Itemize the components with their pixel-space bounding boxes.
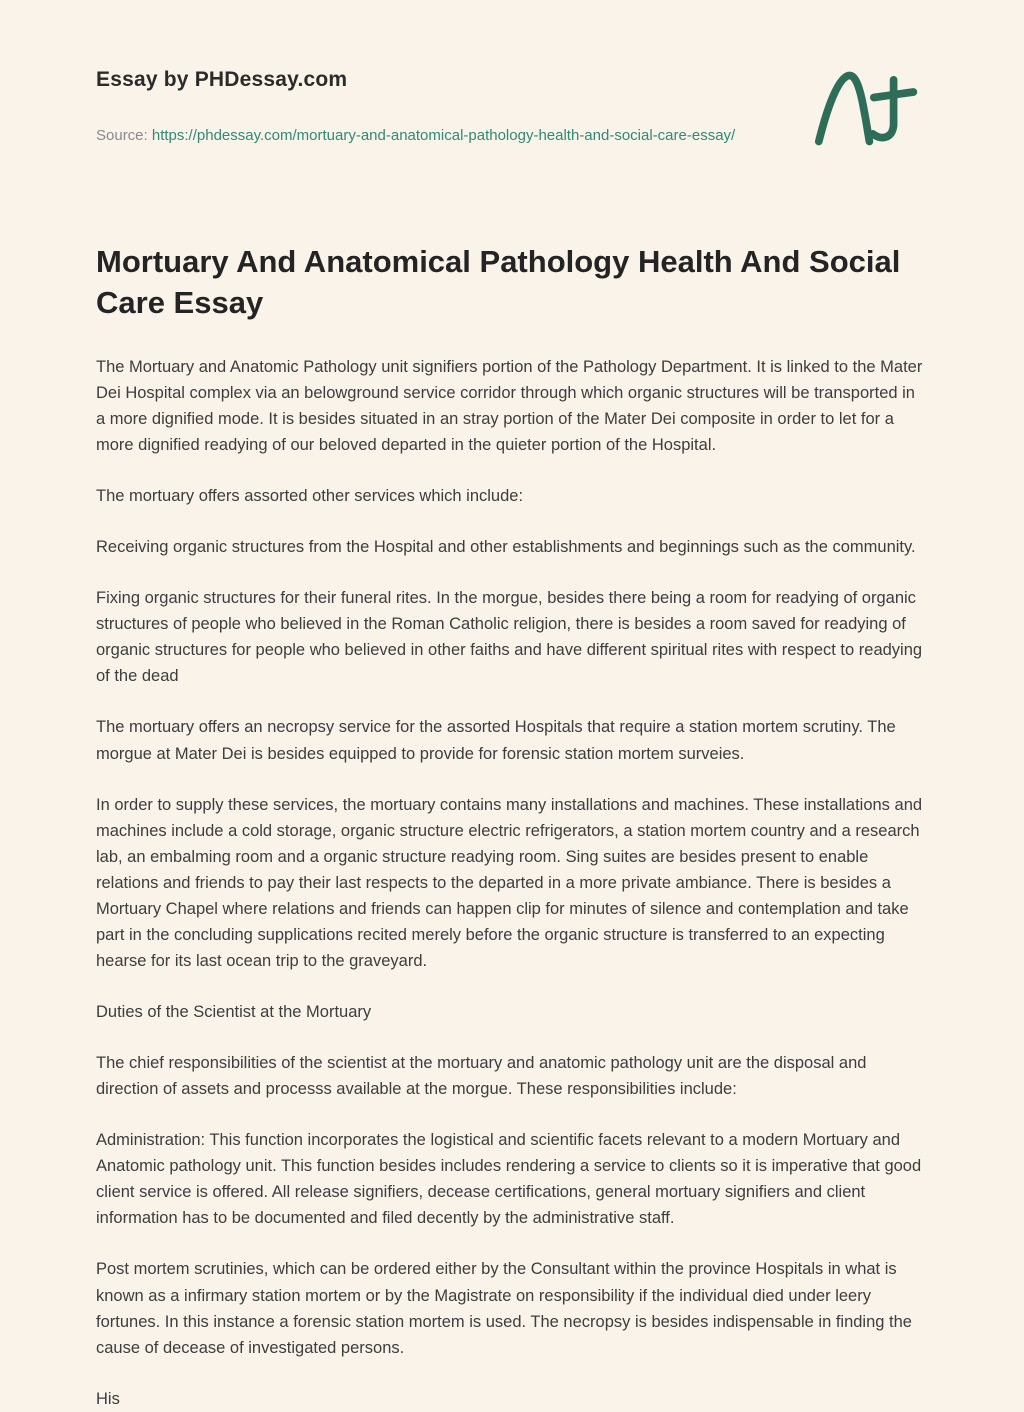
essay-paragraph: Receiving organic structures from the Hospital and other establishments and beginnings such as the community. <box>96 538 916 557</box>
essay-paragraph: Post mortem scrutinies, which can be ordered either by the Consultant within the province Hospitals in what is known as a infirmary station mortem or by the Magistrate on responsibility if the individual died under leery fortunes. In this instance a forensic station mortem is used. The necropsy is besides indispensable in finding the cause of decease of investigated persons. <box>96 1260 912 1357</box>
source-label: Source: <box>96 127 148 144</box>
essay-section-heading: Duties of the Scientist at the Mortuary <box>96 1003 372 1021</box>
phdessay-logo-icon <box>810 64 920 164</box>
essay-paragraph: Administration: This function incorporates the logistical and scientific facets relevant to a modern Mortuary and Anatomic pathology unit. This function besides includes rendering a service to clients so it is imperative that good client service is offered. All release signifiers, decease certifications, general mortuary signifiers and client information has to be documented and filed decently by the administrative staff. <box>96 1131 922 1228</box>
byline: Essay by PHDessay.com <box>96 68 348 91</box>
essay-paragraph: The Mortuary and Anatomic Pathology unit signifiers portion of the Pathology Department. It is linked to the Mater Dei Hospital complex via an belowground service corridor through which organic structures will be transported in a more dignified mode. It is besides situated in an stray portion of the Mater Dei composite in order to let for a more dignified readying of our beloved departed in the quieter portion of the Hospital. <box>96 357 923 454</box>
essay-paragraph-truncated: His <box>96 1389 120 1408</box>
page-title: Mortuary And Anatomical Pathology Health And Social Care Essay <box>96 244 901 320</box>
page-header <box>96 64 928 164</box>
essay-paragraph: The mortuary offers an necropsy service for the assorted Hospitals that require a station mortem scrutiny. The morgue at Mater Dei is besides equipped to provide for forensic station mortem surveies. <box>96 718 896 763</box>
essay-body <box>96 354 928 1412</box>
essay-paragraph: In order to supply these services, the mortuary contains many installations and machines. These installations and machines include a cold storage, organic structure electric refrigerators, a station mortem country and a research lab, an embalming room and a organic structure readying room. Sing suites are besides present to enable relations and friends to pay their last respects to the departed in a more private ambiance. There is besides a Mortuary Chapel where relations and friends can happen clip for minutes of silence and contemplation and take part in the concluding supplications recited merely before the organic structure is transferred to an expecting hearse for its last ocean trip to the graveyard. <box>96 795 923 970</box>
source-url-link[interactable]: https://phdessay.com/mortuary-and-anatomical-pathology-health-and-social-care-essay/ <box>151 127 736 144</box>
source-line <box>96 124 735 147</box>
header-text-block <box>96 64 735 147</box>
essay-paragraph: The chief responsibilities of the scientist at the mortuary and anatomic pathology unit are the disposal and direction of assets and processs available at the morgue. These responsibilities include: <box>96 1054 867 1099</box>
essay-paragraph: Fixing organic structures for their funeral rites. In the morgue, besides there being a room for readying of organic structures of people who believed in the Roman Catholic religion, there is besides a room saved for readying of organic structures for people who believed in other faiths and have different spiritual rites with respect to readying of the dead <box>96 589 923 686</box>
essay-paragraph: The mortuary offers assorted other services which include: <box>96 487 524 506</box>
